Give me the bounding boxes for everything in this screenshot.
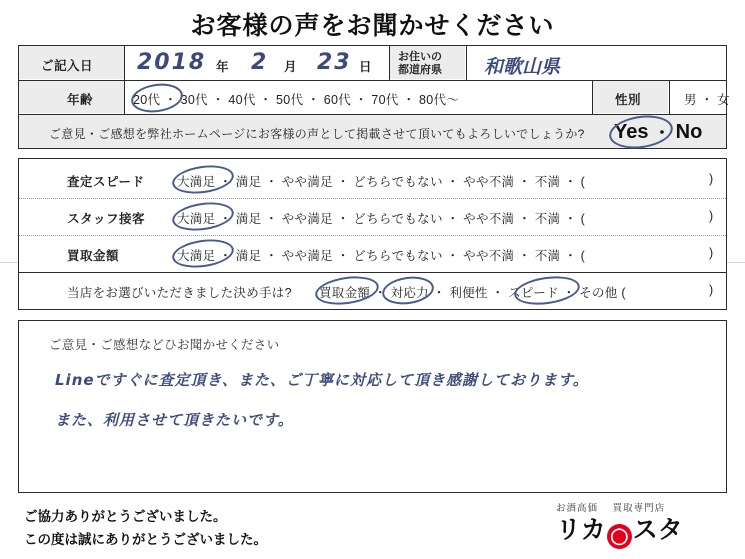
age-label: 年齢 <box>67 93 94 107</box>
rating-opt-4[interactable]: やや不満 <box>463 212 515 226</box>
consent-options[interactable]: Yes ・ No <box>614 121 703 143</box>
comment-prompt: ご意見・ご感想などひお聞かせください <box>49 338 280 352</box>
age-option-80[interactable]: 80代〜 <box>419 93 460 107</box>
divider <box>466 46 467 80</box>
divider <box>669 80 670 114</box>
rating-opt-1[interactable]: 満足 <box>235 249 262 263</box>
rating-other-close-staff: ) <box>709 209 714 223</box>
day-unit: 日 <box>359 60 373 74</box>
gender-label: 性別 <box>615 93 642 107</box>
rating-other-open: ( <box>580 212 585 226</box>
divider <box>124 80 125 114</box>
rating-opt-2[interactable]: やや満足 <box>281 249 333 263</box>
rating-opt-0[interactable]: 大満足 <box>177 212 216 226</box>
footer-thanks-1: ご協力ありがとうございました。 <box>24 509 227 524</box>
fold-line-right <box>727 262 745 263</box>
decider-opt-speed[interactable]: スピード <box>508 286 559 300</box>
rating-label-staff: スタッフ接客 <box>67 212 146 226</box>
year-unit: 年 <box>216 60 230 74</box>
rating-opt-0[interactable]: 大満足 <box>177 249 216 263</box>
rating-opt-2[interactable]: やや満足 <box>281 175 333 189</box>
logo-tagline-left: お酒高価 <box>556 503 599 514</box>
decider-other-open: ( <box>621 286 626 300</box>
decider-opt-response[interactable]: 対応力 <box>390 286 429 300</box>
age-option-60[interactable]: 60代 <box>323 93 351 107</box>
age-option-40[interactable]: 40代 <box>228 93 256 107</box>
respondent-info-block <box>18 45 730 149</box>
residence-label: お住いの 都道府県 <box>398 51 442 76</box>
date-day-value: 23 <box>317 50 352 75</box>
rating-opt-1[interactable]: 満足 <box>235 175 262 189</box>
rating-other-close-speed: ) <box>709 172 714 186</box>
fold-line-left <box>0 262 18 263</box>
logo-tagline-right: 買取専門店 <box>612 503 666 514</box>
rating-opt-5[interactable]: 不満 <box>534 249 561 263</box>
age-option-20[interactable]: 20代 <box>133 93 161 107</box>
rating-opt-3[interactable]: どちらでもない <box>353 212 443 226</box>
logo-tagline <box>556 500 731 514</box>
company-logo <box>556 500 731 548</box>
comment-block[interactable] <box>18 320 727 493</box>
decider-other-close: ) <box>709 283 714 297</box>
rating-opt-4[interactable]: やや不満 <box>463 175 515 189</box>
decider-opt-other[interactable]: その他 <box>579 286 618 300</box>
rating-options-amount[interactable]: 大満足 ・ 満足 ・ やや満足 ・ どちらでもない ・ やや不満 ・ 不満 ・ ( <box>177 249 585 263</box>
rating-opt-1[interactable]: 満足 <box>235 212 262 226</box>
rating-opt-5[interactable]: 不満 <box>534 212 561 226</box>
rating-opt-2[interactable]: やや満足 <box>281 212 333 226</box>
logo-circle-mark: ◯ <box>607 524 632 549</box>
rating-opt-0[interactable]: 大満足 <box>177 175 216 189</box>
logo-name-part1: リカ <box>556 516 606 544</box>
rating-other-close-amount: ) <box>709 246 714 260</box>
rating-opt-5[interactable]: 不満 <box>534 175 561 189</box>
date-month-value: 2 <box>251 50 269 75</box>
date-year-value: 2018 <box>137 50 207 75</box>
age-options[interactable]: 20代 ・ 30代 ・ 40代 ・ 50代 ・ 60代 ・ 70代 ・ 80代〜 <box>133 93 460 107</box>
page-title: お客様の声をお聞かせください <box>190 12 555 40</box>
divider <box>124 46 125 80</box>
divider <box>19 235 726 236</box>
divider <box>19 198 726 199</box>
age-option-50[interactable]: 50代 <box>276 93 304 107</box>
decider-opt-amount[interactable]: 買取金額 <box>319 286 371 300</box>
rating-label-speed: 査定スピード <box>67 175 145 189</box>
logo-name-part2: スタ <box>632 516 683 544</box>
rating-opt-4[interactable]: やや不満 <box>463 249 515 263</box>
residence-value: 和歌山県 <box>484 56 561 78</box>
gender-options[interactable]: 男 ・ 女 <box>684 93 730 107</box>
consent-option-yes[interactable]: Yes <box>614 121 649 143</box>
decider-question: 当店をお選びいただきました決め手は? <box>67 286 292 300</box>
comment-line-1: Lineですぐに査定頂き、また、ご丁寧に対応して頂き感謝しております。 <box>55 371 589 389</box>
consent-question: ご意見・ご感想を弊社ホームページにお客様の声として掲載させて頂いてもよろしいでしょうか? <box>49 127 585 141</box>
decider-opt-convenience[interactable]: 利便性 <box>449 286 488 300</box>
rating-options-speed[interactable]: 大満足 ・ 満足 ・ やや満足 ・ どちらでもない ・ やや不満 ・ 不満 ・ ( <box>177 175 585 189</box>
rating-opt-3[interactable]: どちらでもない <box>353 175 443 189</box>
rating-label-amount: 買取金額 <box>67 249 120 263</box>
month-unit: 月 <box>284 60 298 74</box>
divider <box>19 272 726 273</box>
decider-options[interactable]: 買取金額 ・ 対応力 ・ 利便性 ・ スピード ・ その他 ( <box>319 286 626 300</box>
rating-other-open: ( <box>580 249 585 263</box>
consent-option-no[interactable]: No <box>675 121 703 143</box>
gender-option-female[interactable]: 女 <box>717 93 730 107</box>
ratings-block <box>18 158 727 310</box>
rating-options-staff[interactable]: 大満足 ・ 満足 ・ やや満足 ・ どちらでもない ・ やや不満 ・ 不満 ・ ( <box>177 212 585 226</box>
comment-line-2: また、利用させて頂きたいです。 <box>55 411 294 429</box>
date-label: ご記入日 <box>41 59 94 73</box>
logo-name <box>556 518 731 549</box>
rating-opt-3[interactable]: どちらでもない <box>353 249 443 263</box>
age-option-30[interactable]: 30代 <box>180 93 208 107</box>
age-option-70[interactable]: 70代 <box>371 93 399 107</box>
footer-thanks-2: この度は誠にありがとうございました。 <box>24 532 267 547</box>
gender-option-male[interactable]: 男 <box>684 93 697 107</box>
rating-other-open: ( <box>580 175 585 189</box>
